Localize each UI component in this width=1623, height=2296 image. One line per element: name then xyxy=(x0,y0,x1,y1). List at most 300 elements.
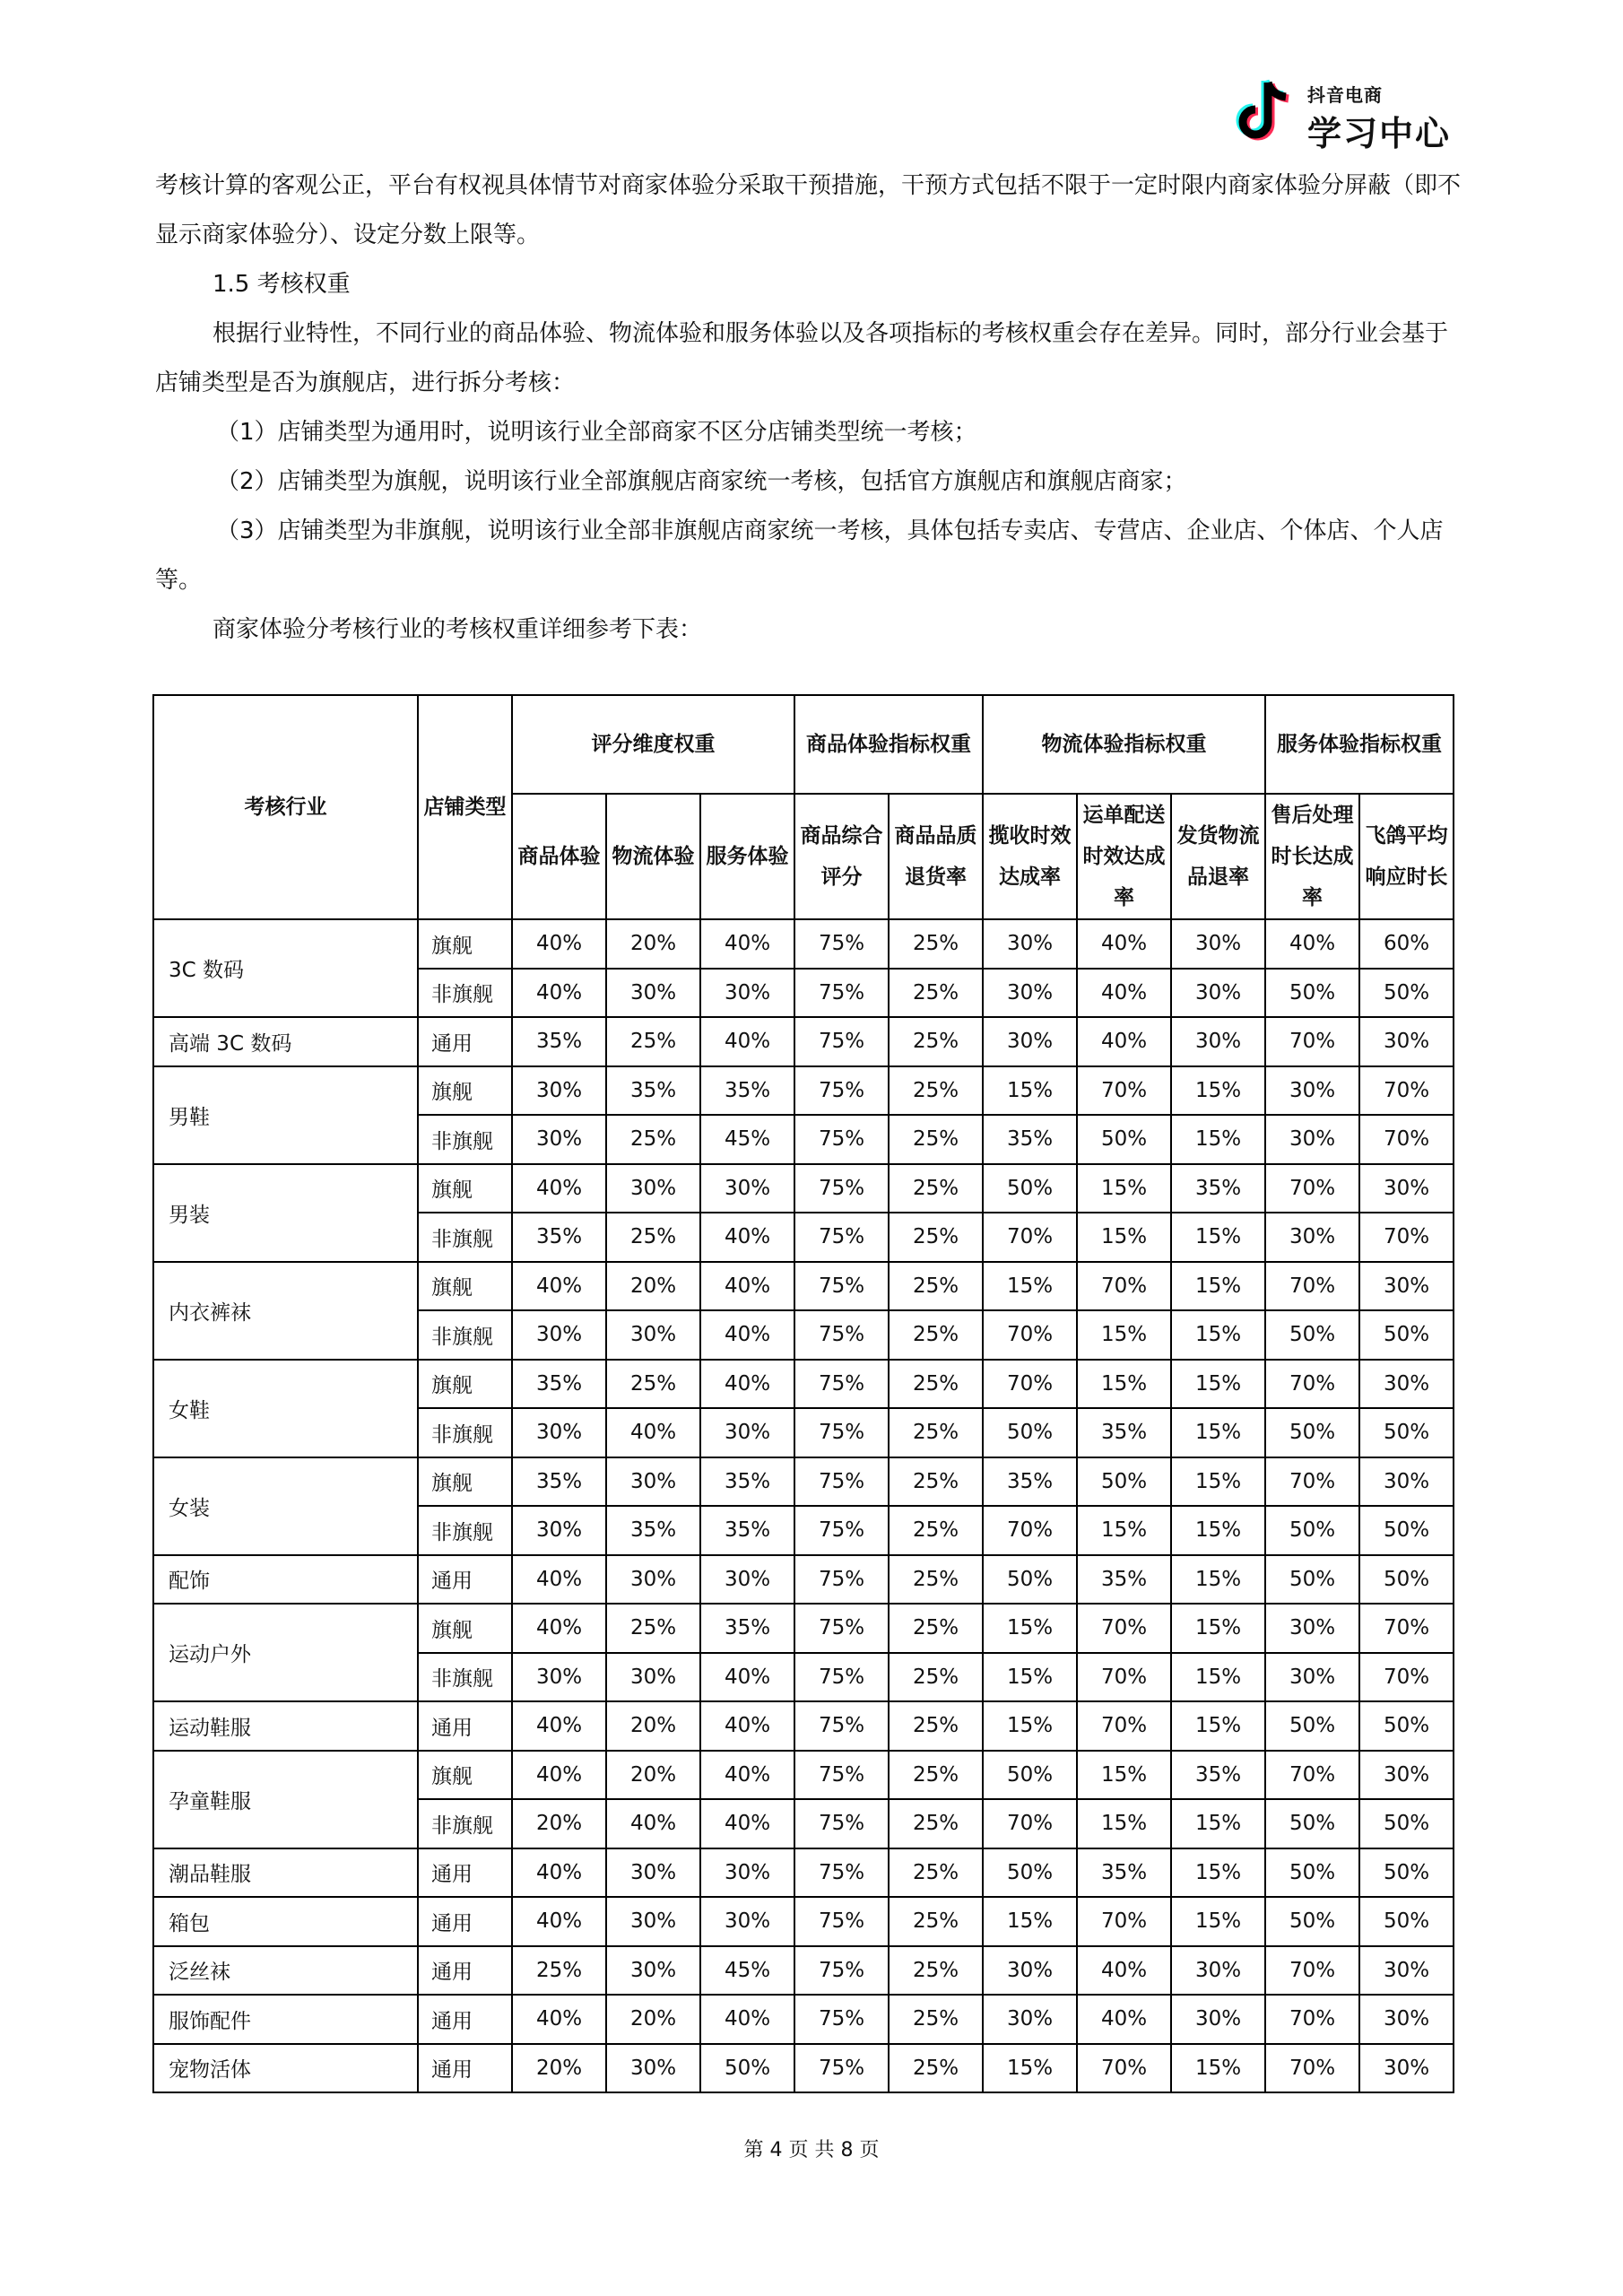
brand-title: 学习中心 xyxy=(1307,114,1452,153)
store-type-cell: 通用 xyxy=(418,1555,512,1605)
weight-cell: 35% xyxy=(700,1066,794,1116)
weight-cell: 15% xyxy=(1077,1799,1171,1848)
weight-cell: 25% xyxy=(606,1115,700,1164)
weight-cell: 25% xyxy=(889,1164,983,1213)
weight-cell: 30% xyxy=(606,1555,700,1605)
table-body xyxy=(153,919,1454,2092)
weight-cell: 20% xyxy=(606,1262,700,1311)
weight-cell: 15% xyxy=(983,1262,1077,1311)
store-type-cell: 通用 xyxy=(418,1995,512,2044)
weight-cell: 70% xyxy=(1265,1164,1359,1213)
weight-cell: 30% xyxy=(606,1310,700,1360)
weight-cell: 40% xyxy=(512,1995,606,2044)
weight-cell: 75% xyxy=(794,1701,889,1751)
industry-cell: 女鞋 xyxy=(153,1360,418,1457)
weight-cell: 50% xyxy=(1359,1408,1454,1457)
weight-cell: 40% xyxy=(606,1799,700,1848)
header-col: 商品品质退货率 xyxy=(889,794,983,919)
store-type-cell: 通用 xyxy=(418,1897,512,1946)
industry-cell: 女装 xyxy=(153,1457,418,1555)
weight-table xyxy=(152,694,1454,2093)
weight-cell: 30% xyxy=(606,1457,700,1507)
weight-cell: 30% xyxy=(606,2044,700,2093)
weight-cell: 15% xyxy=(983,2044,1077,2093)
weight-cell: 15% xyxy=(1171,1848,1265,1898)
paragraph-continuation: 考核计算的客观公正，平台有权视具体情节对商家体验分采取干预措施，干预方式包括不限于一定时限内商家体验分屏蔽（即不显示商家体验分）、设定分数上限等。 xyxy=(155,172,1462,248)
weight-cell: 70% xyxy=(1265,1360,1359,1409)
industry-cell: 配饰 xyxy=(153,1555,418,1605)
body-text xyxy=(155,161,1467,655)
table-row xyxy=(153,1555,1454,1605)
store-type-cell: 非旗舰 xyxy=(418,1799,512,1848)
weight-cell: 30% xyxy=(1265,1604,1359,1653)
weight-cell: 50% xyxy=(1265,1506,1359,1555)
weight-cell: 40% xyxy=(1077,1946,1171,1996)
weight-cell: 50% xyxy=(1265,1848,1359,1898)
weight-cell: 50% xyxy=(1359,969,1454,1018)
weight-cell: 25% xyxy=(889,1017,983,1066)
weight-cell: 40% xyxy=(512,919,606,969)
weight-cell: 35% xyxy=(700,1604,794,1653)
weight-cell: 15% xyxy=(1077,1360,1171,1409)
weight-cell: 75% xyxy=(794,1457,889,1507)
weight-cell: 15% xyxy=(1171,1066,1265,1116)
weight-cell: 75% xyxy=(794,1310,889,1360)
weight-cell: 30% xyxy=(983,1995,1077,2044)
industry-cell: 男鞋 xyxy=(153,1066,418,1164)
weight-cell: 70% xyxy=(983,1360,1077,1409)
header-group-service: 服务体验指标权重 xyxy=(1265,695,1454,794)
table-row xyxy=(153,1604,1454,1653)
weight-cell: 75% xyxy=(794,1066,889,1116)
weight-cell: 15% xyxy=(1171,1604,1265,1653)
store-type-cell: 旗舰 xyxy=(418,1360,512,1409)
weight-cell: 70% xyxy=(983,1506,1077,1555)
weight-cell: 75% xyxy=(794,919,889,969)
store-type-cell: 非旗舰 xyxy=(418,1115,512,1164)
weight-cell: 30% xyxy=(1359,1164,1454,1213)
weight-cell: 25% xyxy=(889,1555,983,1605)
weight-cell: 30% xyxy=(1171,919,1265,969)
weight-cell: 35% xyxy=(512,1360,606,1409)
table-row xyxy=(153,1751,1454,1800)
weight-cell: 40% xyxy=(1077,1995,1171,2044)
weight-cell: 75% xyxy=(794,1653,889,1702)
weight-cell: 75% xyxy=(794,1506,889,1555)
weight-cell: 50% xyxy=(1359,1310,1454,1360)
weight-cell: 15% xyxy=(983,1066,1077,1116)
weight-cell: 30% xyxy=(983,969,1077,1018)
weight-cell: 15% xyxy=(1171,1360,1265,1409)
weight-cell: 30% xyxy=(700,969,794,1018)
weight-cell: 15% xyxy=(1171,1408,1265,1457)
weight-cell: 25% xyxy=(889,919,983,969)
weight-cell: 25% xyxy=(606,1213,700,1262)
weight-cell: 50% xyxy=(983,1751,1077,1800)
weight-cell: 20% xyxy=(606,1701,700,1751)
weight-cell: 40% xyxy=(512,1897,606,1946)
weight-cell: 40% xyxy=(512,969,606,1018)
weight-cell: 30% xyxy=(512,1506,606,1555)
weight-cell: 45% xyxy=(700,1946,794,1996)
weight-cell: 75% xyxy=(794,1360,889,1409)
header-group-product: 商品体验指标权重 xyxy=(794,695,983,794)
weight-cell: 50% xyxy=(1359,1555,1454,1605)
weight-cell: 30% xyxy=(606,1848,700,1898)
industry-cell: 孕童鞋服 xyxy=(153,1751,418,1848)
tiktok-note-icon xyxy=(1236,77,1295,149)
table-row xyxy=(153,1457,1454,1507)
weight-cell: 30% xyxy=(1359,1017,1454,1066)
weight-cell: 75% xyxy=(794,1604,889,1653)
header-col: 揽收时效达成率 xyxy=(983,794,1077,919)
industry-cell: 宠物活体 xyxy=(153,2044,418,2093)
weight-cell: 30% xyxy=(606,1897,700,1946)
weight-cell: 30% xyxy=(983,919,1077,969)
weight-cell: 70% xyxy=(1077,2044,1171,2093)
weight-cell: 70% xyxy=(1077,1066,1171,1116)
header-col: 商品综合评分 xyxy=(794,794,889,919)
weight-cell: 30% xyxy=(1359,1995,1454,2044)
weight-cell: 30% xyxy=(1359,1751,1454,1800)
store-type-cell: 非旗舰 xyxy=(418,1653,512,1702)
weight-cell: 25% xyxy=(606,1360,700,1409)
weight-cell: 40% xyxy=(700,1799,794,1848)
industry-cell: 高端 3C 数码 xyxy=(153,1017,418,1066)
weight-cell: 50% xyxy=(700,2044,794,2093)
industry-cell: 运动鞋服 xyxy=(153,1701,418,1751)
weight-cell: 70% xyxy=(1265,1751,1359,1800)
weight-cell: 30% xyxy=(1171,969,1265,1018)
weight-cell: 15% xyxy=(1171,1653,1265,1702)
weight-cell: 70% xyxy=(983,1213,1077,1262)
weight-cell: 15% xyxy=(1171,1701,1265,1751)
weight-cell: 50% xyxy=(1077,1457,1171,1507)
table-row xyxy=(153,1897,1454,1946)
weight-cell: 35% xyxy=(700,1457,794,1507)
weight-cell: 15% xyxy=(1077,1164,1171,1213)
weight-cell: 40% xyxy=(700,1017,794,1066)
weight-cell: 30% xyxy=(1359,1262,1454,1311)
weight-cell: 30% xyxy=(1265,1066,1359,1116)
weight-cell: 25% xyxy=(889,1360,983,1409)
weight-cell: 15% xyxy=(1171,1897,1265,1946)
store-type-cell: 旗舰 xyxy=(418,1751,512,1800)
weight-cell: 70% xyxy=(1077,1897,1171,1946)
weight-cell: 30% xyxy=(1265,1115,1359,1164)
store-type-cell: 通用 xyxy=(418,1701,512,1751)
weight-cell: 25% xyxy=(889,1751,983,1800)
weight-cell: 35% xyxy=(512,1213,606,1262)
weight-cell: 40% xyxy=(512,1751,606,1800)
weight-cell: 50% xyxy=(983,1408,1077,1457)
weight-cell: 25% xyxy=(889,1799,983,1848)
header-col: 商品体验 xyxy=(512,794,606,919)
weight-cell: 30% xyxy=(606,969,700,1018)
weight-cell: 15% xyxy=(1171,1555,1265,1605)
store-type-cell: 通用 xyxy=(418,1017,512,1066)
weight-cell: 30% xyxy=(512,1408,606,1457)
weight-cell: 30% xyxy=(1171,1995,1265,2044)
header-col: 飞鸽平均响应时长 xyxy=(1359,794,1454,919)
header-col: 运单配送时效达成率 xyxy=(1077,794,1171,919)
weight-cell: 40% xyxy=(1265,919,1359,969)
weight-cell: 20% xyxy=(512,1799,606,1848)
weight-cell: 25% xyxy=(889,969,983,1018)
page-footer: 第 4 页 共 8 页 xyxy=(743,2139,880,2161)
industry-cell: 服饰配件 xyxy=(153,1995,418,2044)
table-row xyxy=(153,1066,1454,1116)
weight-cell: 30% xyxy=(983,1946,1077,1996)
weight-cell: 40% xyxy=(700,1310,794,1360)
weight-cell: 35% xyxy=(606,1066,700,1116)
weight-cell: 25% xyxy=(889,1457,983,1507)
weight-cell: 30% xyxy=(1265,1653,1359,1702)
weight-cell: 70% xyxy=(1077,1262,1171,1311)
weight-cell: 50% xyxy=(1265,1408,1359,1457)
weight-cell: 50% xyxy=(1359,1799,1454,1848)
weight-cell: 70% xyxy=(1077,1701,1171,1751)
weight-cell: 40% xyxy=(512,1848,606,1898)
weight-cell: 50% xyxy=(1265,1897,1359,1946)
weight-cell: 30% xyxy=(606,1653,700,1702)
store-type-cell: 通用 xyxy=(418,2044,512,2093)
paragraph-intro: 根据行业特性，不同行业的商品体验、物流体验和服务体验以及各项指标的考核权重会存在差异。同时，部分行业会基于店铺类型是否为旗舰店，进行拆分考核： xyxy=(155,320,1449,396)
weight-cell: 35% xyxy=(983,1115,1077,1164)
weight-cell: 75% xyxy=(794,1897,889,1946)
weight-cell: 40% xyxy=(512,1701,606,1751)
weight-cell: 70% xyxy=(983,1799,1077,1848)
weight-cell: 35% xyxy=(1077,1555,1171,1605)
weight-cell: 30% xyxy=(606,1164,700,1213)
header-col: 售后处理时长达成率 xyxy=(1265,794,1359,919)
list-item-3: （3）店铺类型为非旗舰，说明该行业全部非旗舰店商家统一考核，具体包括专卖店、专营店、企业店、个体店、个人店等。 xyxy=(155,517,1444,594)
weight-cell: 35% xyxy=(1077,1408,1171,1457)
weight-cell: 50% xyxy=(1359,1848,1454,1898)
industry-cell: 3C 数码 xyxy=(153,919,418,1017)
weight-cell: 40% xyxy=(512,1604,606,1653)
weight-cell: 75% xyxy=(794,1017,889,1066)
weight-cell: 25% xyxy=(889,1701,983,1751)
table-row xyxy=(153,919,1454,969)
weight-cell: 15% xyxy=(983,1897,1077,1946)
weight-cell: 35% xyxy=(983,1457,1077,1507)
table-row xyxy=(153,2044,1454,2093)
weight-cell: 20% xyxy=(606,1751,700,1800)
weight-cell: 30% xyxy=(1265,1213,1359,1262)
header-col: 服务体验 xyxy=(700,794,794,919)
weight-cell: 70% xyxy=(1265,1946,1359,1996)
weight-cell: 25% xyxy=(889,1115,983,1164)
weight-cell: 30% xyxy=(1359,1946,1454,1996)
weight-cell: 75% xyxy=(794,1262,889,1311)
industry-cell: 潮品鞋服 xyxy=(153,1848,418,1898)
weight-cell: 35% xyxy=(1171,1164,1265,1213)
store-type-cell: 旗舰 xyxy=(418,1457,512,1507)
weight-cell: 70% xyxy=(1359,1653,1454,1702)
weight-cell: 35% xyxy=(700,1506,794,1555)
list-item-1: （1）店铺类型为通用时，说明该行业全部商家不区分店铺类型统一考核； xyxy=(216,419,977,446)
weight-cell: 75% xyxy=(794,1995,889,2044)
weight-cell: 30% xyxy=(1359,1457,1454,1507)
weight-cell: 75% xyxy=(794,1799,889,1848)
weight-cell: 30% xyxy=(700,1897,794,1946)
weight-cell: 35% xyxy=(1171,1751,1265,1800)
industry-cell: 男装 xyxy=(153,1164,418,1262)
weight-cell: 40% xyxy=(512,1555,606,1605)
weight-cell: 40% xyxy=(512,1262,606,1311)
weight-cell: 40% xyxy=(1077,1017,1171,1066)
weight-cell: 40% xyxy=(700,919,794,969)
weight-cell: 75% xyxy=(794,2044,889,2093)
weight-cell: 70% xyxy=(1077,1604,1171,1653)
weight-cell: 15% xyxy=(1171,1457,1265,1507)
weight-cell: 50% xyxy=(1359,1897,1454,1946)
weight-cell: 25% xyxy=(889,1995,983,2044)
weight-cell: 15% xyxy=(1171,1310,1265,1360)
weight-cell: 30% xyxy=(700,1408,794,1457)
weight-cell: 50% xyxy=(1359,1506,1454,1555)
weight-cell: 70% xyxy=(1077,1653,1171,1702)
weight-cell: 40% xyxy=(606,1408,700,1457)
weight-cell: 40% xyxy=(700,1701,794,1751)
weight-cell: 15% xyxy=(983,1701,1077,1751)
table-row xyxy=(153,1995,1454,2044)
weight-cell: 75% xyxy=(794,1213,889,1262)
weight-cell: 30% xyxy=(700,1164,794,1213)
weight-cell: 75% xyxy=(794,1164,889,1213)
weight-cell: 35% xyxy=(1077,1848,1171,1898)
weight-cell: 30% xyxy=(512,1115,606,1164)
weight-cell: 25% xyxy=(889,1897,983,1946)
weight-cell: 30% xyxy=(512,1310,606,1360)
weight-cell: 70% xyxy=(1359,1213,1454,1262)
weight-cell: 70% xyxy=(1265,1262,1359,1311)
weight-cell: 15% xyxy=(1077,1751,1171,1800)
industry-cell: 内衣裤袜 xyxy=(153,1262,418,1360)
weight-cell: 75% xyxy=(794,1408,889,1457)
weight-cell: 40% xyxy=(700,1751,794,1800)
weight-cell: 15% xyxy=(1171,1506,1265,1555)
weight-cell: 30% xyxy=(512,1066,606,1116)
weight-cell: 35% xyxy=(512,1457,606,1507)
weight-cell: 25% xyxy=(606,1604,700,1653)
header-group-logistics: 物流体验指标权重 xyxy=(983,695,1265,794)
weight-cell: 15% xyxy=(983,1653,1077,1702)
weight-cell: 75% xyxy=(794,969,889,1018)
brand-logo xyxy=(1236,77,1452,153)
weight-cell: 50% xyxy=(983,1555,1077,1605)
weight-cell: 70% xyxy=(1265,1017,1359,1066)
store-type-cell: 非旗舰 xyxy=(418,1213,512,1262)
store-type-cell: 非旗舰 xyxy=(418,1408,512,1457)
weight-cell: 25% xyxy=(889,1213,983,1262)
weight-cell: 15% xyxy=(1171,2044,1265,2093)
weight-cell: 30% xyxy=(1171,1946,1265,1996)
weight-cell: 40% xyxy=(700,1995,794,2044)
weight-cell: 50% xyxy=(1265,969,1359,1018)
weight-cell: 40% xyxy=(700,1213,794,1262)
industry-cell: 箱包 xyxy=(153,1897,418,1946)
weight-cell: 70% xyxy=(1265,2044,1359,2093)
weight-cell: 20% xyxy=(606,919,700,969)
weight-cell: 25% xyxy=(889,1506,983,1555)
weight-cell: 25% xyxy=(889,1604,983,1653)
industry-cell: 运动户外 xyxy=(153,1604,418,1701)
weight-cell: 75% xyxy=(794,1848,889,1898)
weight-cell: 25% xyxy=(889,1310,983,1360)
store-type-cell: 非旗舰 xyxy=(418,1506,512,1555)
weight-cell: 50% xyxy=(983,1848,1077,1898)
weight-cell: 40% xyxy=(700,1262,794,1311)
store-type-cell: 非旗舰 xyxy=(418,969,512,1018)
store-type-cell: 通用 xyxy=(418,1848,512,1898)
weight-cell: 30% xyxy=(1359,1360,1454,1409)
weight-cell: 15% xyxy=(1171,1799,1265,1848)
weight-cell: 25% xyxy=(889,1066,983,1116)
table-row xyxy=(153,1017,1454,1066)
weight-cell: 25% xyxy=(889,1848,983,1898)
table-row xyxy=(153,1848,1454,1898)
store-type-cell: 旗舰 xyxy=(418,919,512,969)
header-industry: 考核行业 xyxy=(153,695,418,919)
weight-cell: 25% xyxy=(889,1408,983,1457)
weight-cell: 50% xyxy=(1265,1701,1359,1751)
store-type-cell: 旗舰 xyxy=(418,1164,512,1213)
header-group-dimension: 评分维度权重 xyxy=(512,695,794,794)
weight-cell: 15% xyxy=(983,1604,1077,1653)
weight-cell: 30% xyxy=(1359,2044,1454,2093)
weight-cell: 30% xyxy=(700,1848,794,1898)
table-row xyxy=(153,1946,1454,1996)
weight-cell: 50% xyxy=(1265,1310,1359,1360)
weight-cell: 60% xyxy=(1359,919,1454,969)
table-row xyxy=(153,1360,1454,1409)
table-caption: 商家体验分考核行业的考核权重详细参考下表： xyxy=(213,616,703,643)
weight-cell: 75% xyxy=(794,1751,889,1800)
weight-cell: 70% xyxy=(1265,1457,1359,1507)
store-type-cell: 旗舰 xyxy=(418,1262,512,1311)
weight-cell: 15% xyxy=(1171,1213,1265,1262)
weight-cell: 30% xyxy=(1171,1017,1265,1066)
header-col: 发货物流品退率 xyxy=(1171,794,1265,919)
store-type-cell: 非旗舰 xyxy=(418,1310,512,1360)
industry-cell: 泛丝袜 xyxy=(153,1946,418,1996)
weight-cell: 35% xyxy=(512,1017,606,1066)
weight-cell: 25% xyxy=(889,1653,983,1702)
weight-cell: 20% xyxy=(512,2044,606,2093)
weight-cell: 25% xyxy=(512,1946,606,1996)
weight-cell: 70% xyxy=(1359,1604,1454,1653)
table-row xyxy=(153,1701,1454,1751)
weight-cell: 40% xyxy=(700,1360,794,1409)
weight-cell: 70% xyxy=(1359,1115,1454,1164)
weight-cell: 50% xyxy=(1359,1701,1454,1751)
section-heading: 1.5 考核权重 xyxy=(213,271,351,298)
weight-cell: 75% xyxy=(794,1946,889,1996)
weight-cell: 30% xyxy=(606,1946,700,1996)
header-store-type: 店铺类型 xyxy=(418,695,512,919)
weight-cell: 50% xyxy=(1077,1115,1171,1164)
weight-cell: 40% xyxy=(1077,969,1171,1018)
weight-cell: 15% xyxy=(1077,1213,1171,1262)
weight-cell: 75% xyxy=(794,1115,889,1164)
weight-cell: 40% xyxy=(1077,919,1171,969)
weight-cell: 15% xyxy=(1171,1115,1265,1164)
brand-name: 抖音电商 xyxy=(1307,84,1383,106)
table-row xyxy=(153,1262,1454,1311)
weight-cell: 25% xyxy=(889,1262,983,1311)
